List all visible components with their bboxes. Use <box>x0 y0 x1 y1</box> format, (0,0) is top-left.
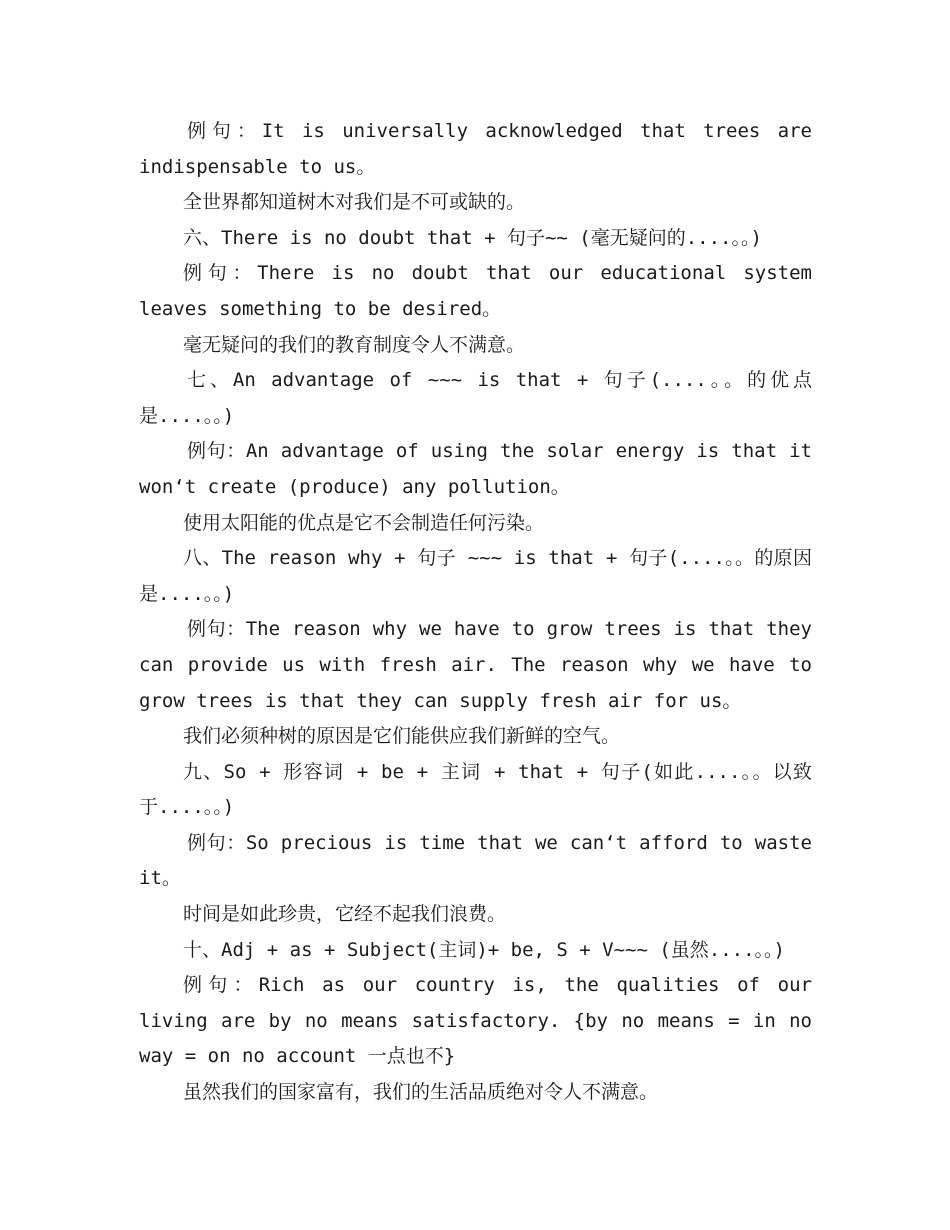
translation: 毫无疑问的我们的教育制度令人不满意。 <box>183 333 526 356</box>
example-sentence: 例句：An advantage of using the solar energy is that it won‘t create (produce) any pollution。 <box>139 440 812 498</box>
example-sentence: 例句：Rich as our country is, the qualities of our living are by no means satisfactory. {by no means = in no way = on no account 一点也不} <box>139 974 812 1068</box>
document-page <box>139 114 812 1111</box>
translation: 时间是如此珍贵，它经不起我们浪费。 <box>183 903 507 926</box>
example-sentence: 例句：So precious is time that we can‘t afford to waste it。 <box>139 831 812 890</box>
pattern-heading: 六、There is no doubt that + 句子~~ (毫无疑问的....。。) <box>183 226 762 249</box>
example-sentence: 例句：It is universally acknowledged that trees are indispensable to us。 <box>139 120 812 178</box>
translation: 全世界都知道树木对我们是不可或缺的。 <box>183 191 526 214</box>
pattern-heading: 八、The reason why + 句子 ~~~ is that + 句子(....。。的原因是....。。) <box>139 547 812 605</box>
pattern-heading: 九、So + 形容词 + be + 主词 + that + 句子(如此....。。以致于....。。) <box>139 760 812 819</box>
example-sentence: 例句：There is no doubt that our educational system leaves something to be desired。 <box>139 262 812 320</box>
pattern-heading: 十、Adj + as + Subject(主词)+ be, S + V~~~ (虽然....。。) <box>183 938 785 961</box>
example-sentence: 例句：The reason why we have to grow trees is that they can provide us with fresh air. The reason why we have to grow trees is that they can supply fresh air for us。 <box>139 618 812 712</box>
pattern-heading: 七、An advantage of ~~~ is that + 句子(....。。的优点是....。。) <box>139 369 812 427</box>
translation: 我们必须种树的原因是它们能供应我们新鲜的空气。 <box>183 725 621 748</box>
translation: 使用太阳能的优点是它不会制造任何污染。 <box>183 511 545 534</box>
translation: 虽然我们的国家富有，我们的生活品质绝对令人不满意。 <box>183 1081 659 1104</box>
